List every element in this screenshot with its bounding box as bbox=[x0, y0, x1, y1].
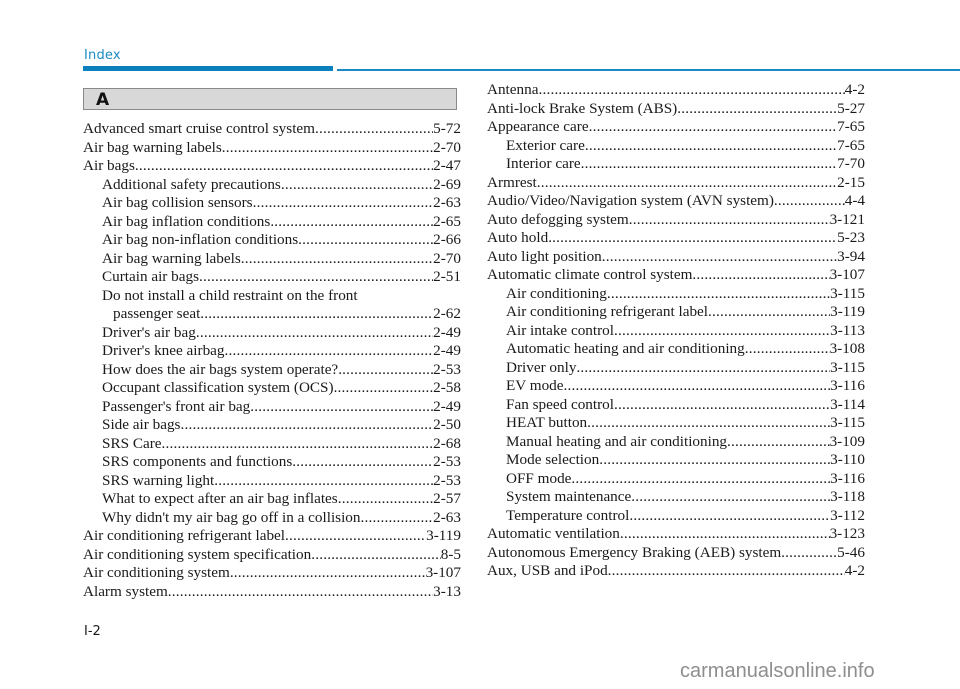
entry-page: 3-119 bbox=[830, 303, 865, 320]
index-entry[interactable] bbox=[487, 562, 865, 581]
entry-page: 3-118 bbox=[830, 488, 865, 505]
entry-text: Advanced smart cruise control system bbox=[83, 120, 315, 137]
dot-leader bbox=[241, 250, 433, 269]
dot-leader bbox=[708, 303, 830, 322]
entry-page: 3-119 bbox=[426, 527, 461, 544]
index-title: Index bbox=[84, 48, 121, 63]
entry-text: Automatic heating and air conditioning bbox=[506, 340, 745, 357]
entry-text: Auto defogging system bbox=[487, 210, 629, 228]
entry-text: Air conditioning system specification bbox=[83, 545, 312, 563]
entry-page: 2-15 bbox=[837, 173, 865, 191]
index-entry[interactable] bbox=[83, 139, 461, 158]
dot-leader bbox=[571, 470, 830, 489]
index-entry[interactable] bbox=[83, 490, 461, 509]
entry-text: System maintenance bbox=[506, 488, 632, 505]
dot-leader bbox=[292, 453, 433, 472]
entry-text: Audio/Video/Navigation system (AVN system) bbox=[487, 192, 774, 209]
entry-page: 7-65 bbox=[837, 118, 865, 135]
index-entry[interactable] bbox=[83, 509, 461, 528]
entry-page: 3-109 bbox=[829, 432, 865, 450]
index-entry[interactable] bbox=[83, 231, 461, 250]
index-entry[interactable] bbox=[487, 118, 865, 137]
dot-leader bbox=[538, 81, 844, 100]
index-entry[interactable] bbox=[83, 250, 461, 269]
index-entry[interactable] bbox=[83, 472, 461, 491]
entry-text: What to expect after an air bag inflates bbox=[102, 490, 338, 507]
entry-text: Air bag non-inflation conditions bbox=[102, 231, 299, 248]
dot-leader bbox=[537, 174, 837, 193]
watermark[interactable]: carmanualsonline.info bbox=[680, 660, 875, 682]
entry-text: Passenger's front air bag bbox=[102, 397, 251, 415]
dot-leader bbox=[602, 248, 837, 267]
dot-leader bbox=[587, 414, 830, 433]
index-entry[interactable] bbox=[83, 546, 461, 565]
dot-leader bbox=[199, 268, 433, 287]
dot-leader bbox=[298, 231, 433, 250]
dot-leader bbox=[270, 213, 433, 232]
index-entry[interactable] bbox=[83, 416, 461, 435]
dot-leader bbox=[607, 285, 830, 304]
dot-leader bbox=[311, 546, 441, 565]
entry-text: Air conditioning refrigerant label bbox=[83, 527, 286, 544]
dot-leader bbox=[253, 194, 434, 213]
entry-page: 3-115 bbox=[830, 358, 865, 376]
index-entry[interactable] bbox=[487, 100, 865, 119]
entry-text: Aux, USB and iPod bbox=[487, 562, 608, 579]
entry-text: Alarm system bbox=[83, 582, 168, 600]
index-entry[interactable] bbox=[83, 527, 461, 546]
entry-page: 4-4 bbox=[844, 192, 865, 209]
dot-leader bbox=[315, 120, 433, 139]
index-entry[interactable] bbox=[487, 81, 865, 100]
entry-page: 4-2 bbox=[844, 562, 865, 579]
entry-page: 3-94 bbox=[837, 247, 865, 265]
index-entry[interactable] bbox=[83, 157, 461, 176]
entry-text: Occupant classification system (OCS) bbox=[102, 379, 334, 396]
index-entry[interactable] bbox=[487, 396, 865, 415]
index-entry[interactable] bbox=[487, 229, 865, 248]
entry-text: Autonomous Emergency Braking (AEB) system bbox=[487, 543, 782, 561]
index-entry[interactable] bbox=[487, 192, 865, 211]
entry-page: 3-108 bbox=[829, 340, 865, 357]
index-column-left bbox=[83, 120, 461, 601]
dot-leader bbox=[281, 176, 433, 195]
entry-page: 3-107 bbox=[425, 564, 461, 581]
entry-text: SRS Care bbox=[102, 434, 162, 452]
dot-leader bbox=[162, 435, 434, 454]
dot-leader bbox=[200, 305, 433, 324]
entry-text: Air conditioning system bbox=[83, 564, 230, 581]
entry-text: Automatic climate control system bbox=[487, 266, 693, 283]
entry-text: Armrest bbox=[487, 173, 537, 191]
entry-page: 2-53 bbox=[433, 453, 461, 470]
index-entry[interactable] bbox=[487, 451, 865, 470]
section-letter-box bbox=[83, 88, 457, 110]
index-entry[interactable] bbox=[83, 398, 461, 417]
index-entry[interactable] bbox=[487, 507, 865, 526]
index-entry[interactable] bbox=[83, 324, 461, 343]
index-column-right bbox=[487, 81, 865, 581]
entry-page: 7-65 bbox=[837, 136, 865, 154]
index-entry[interactable] bbox=[487, 211, 865, 230]
dot-leader bbox=[692, 266, 829, 285]
entry-text: Driver's air bag bbox=[102, 323, 196, 341]
dot-leader bbox=[222, 139, 433, 158]
entry-page: 3-114 bbox=[830, 395, 865, 413]
entry-page: 2-68 bbox=[433, 434, 461, 452]
index-entry[interactable] bbox=[487, 525, 865, 544]
entry-text: Driver's knee airbag bbox=[102, 342, 225, 359]
entry-page: 2-65 bbox=[433, 212, 461, 230]
entry-text: Auto hold bbox=[487, 229, 549, 246]
entry-text: Mode selection bbox=[506, 451, 600, 468]
index-entry[interactable] bbox=[487, 266, 865, 285]
dot-leader bbox=[581, 155, 838, 174]
entry-page: 5-23 bbox=[837, 229, 865, 246]
entry-text: How does the air bags system operate? bbox=[102, 360, 339, 378]
index-entry[interactable] bbox=[83, 120, 461, 139]
dot-leader bbox=[180, 416, 433, 435]
entry-text: Air intake control bbox=[506, 321, 614, 339]
index-entry[interactable] bbox=[83, 361, 461, 380]
entry-page: 8-5 bbox=[440, 545, 461, 563]
entry-page: 2-49 bbox=[433, 342, 461, 359]
entry-page: 2-63 bbox=[433, 194, 461, 211]
index-entry[interactable] bbox=[487, 377, 865, 396]
entry-page: 3-115 bbox=[830, 414, 865, 431]
entry-page: 3-115 bbox=[830, 284, 865, 302]
entry-page: 2-53 bbox=[433, 471, 461, 489]
dot-leader bbox=[631, 488, 830, 507]
entry-text: OFF mode bbox=[506, 469, 572, 487]
entry-text: Manual heating and air conditioning bbox=[506, 432, 728, 450]
dot-leader bbox=[620, 525, 830, 544]
dot-leader bbox=[225, 342, 434, 361]
index-entry[interactable] bbox=[487, 248, 865, 267]
entry-page: 2-49 bbox=[433, 323, 461, 341]
entry-page: 7-70 bbox=[837, 155, 865, 172]
entry-text: Interior care bbox=[506, 155, 581, 172]
index-entry[interactable] bbox=[487, 470, 865, 489]
page-number: I-2 bbox=[84, 624, 101, 639]
dot-leader bbox=[230, 564, 426, 583]
index-entry[interactable] bbox=[487, 359, 865, 378]
entry-page: 2-57 bbox=[433, 490, 461, 507]
entry-page: 5-46 bbox=[837, 543, 865, 561]
index-entry[interactable] bbox=[83, 342, 461, 361]
entry-text: Appearance care bbox=[487, 118, 589, 135]
index-entry[interactable] bbox=[83, 453, 461, 472]
dot-leader bbox=[629, 211, 830, 230]
dot-leader bbox=[576, 359, 830, 378]
entry-text: EV mode bbox=[506, 377, 564, 394]
index-entry[interactable] bbox=[487, 174, 865, 193]
entry-page: 3-116 bbox=[830, 469, 865, 487]
entry-text: Side air bags bbox=[102, 416, 181, 433]
dot-leader bbox=[589, 118, 838, 137]
index-entry[interactable] bbox=[487, 544, 865, 563]
dot-leader bbox=[585, 137, 837, 156]
entry-text: Air bag inflation conditions bbox=[102, 212, 271, 230]
entry-page: 2-53 bbox=[433, 360, 461, 378]
header-rule-thick bbox=[83, 66, 333, 71]
dot-leader bbox=[334, 379, 434, 398]
index-entry[interactable] bbox=[83, 379, 461, 398]
dot-leader bbox=[338, 361, 433, 380]
entry-text: SRS warning light bbox=[102, 471, 215, 489]
entry-page: 5-27 bbox=[837, 99, 865, 117]
dot-leader bbox=[564, 377, 831, 396]
dot-leader bbox=[196, 324, 433, 343]
index-entry[interactable] bbox=[83, 194, 461, 213]
dot-leader bbox=[548, 229, 837, 248]
entry-page: 3-116 bbox=[830, 377, 865, 394]
entry-page: 3-121 bbox=[829, 210, 865, 228]
entry-page: 2-51 bbox=[433, 268, 461, 285]
entry-page: 2-70 bbox=[433, 249, 461, 267]
entry-page: 2-70 bbox=[433, 138, 461, 156]
entry-page: 2-63 bbox=[433, 508, 461, 526]
entry-text: Driver only bbox=[506, 358, 577, 376]
index-entry[interactable] bbox=[83, 268, 461, 287]
entry-text: Air bag warning labels bbox=[83, 138, 222, 156]
entry-page: 2-50 bbox=[433, 416, 461, 433]
index-entry[interactable] bbox=[83, 176, 461, 195]
dot-leader bbox=[727, 433, 830, 452]
dot-leader bbox=[745, 340, 830, 359]
entry-text: Additional safety precautions bbox=[102, 175, 281, 193]
dot-leader bbox=[168, 583, 433, 602]
entry-page: 2-69 bbox=[433, 175, 461, 193]
index-entry[interactable] bbox=[487, 488, 865, 507]
index-entry[interactable] bbox=[487, 285, 865, 304]
index-entry[interactable] bbox=[487, 340, 865, 359]
entry-text: SRS components and functions bbox=[102, 453, 293, 470]
entry-page: 5-72 bbox=[433, 120, 461, 137]
entry-text: Fan speed control bbox=[506, 395, 614, 413]
dot-leader bbox=[774, 192, 845, 211]
header-rule-thin bbox=[337, 69, 960, 71]
entry-text: Air conditioning refrigerant label bbox=[506, 303, 709, 320]
index-entry[interactable] bbox=[83, 287, 461, 306]
dot-leader bbox=[614, 322, 830, 341]
entry-text: Air bags bbox=[83, 157, 135, 174]
entry-text: HEAT button bbox=[506, 414, 588, 431]
entry-page: 3-13 bbox=[433, 582, 461, 600]
dot-leader bbox=[629, 507, 830, 526]
dot-leader bbox=[781, 544, 837, 563]
index-entry[interactable] bbox=[83, 564, 461, 583]
entry-text: Why didn't my air bag go off in a collision bbox=[102, 508, 361, 526]
index-entry[interactable] bbox=[487, 322, 865, 341]
index-entry[interactable] bbox=[83, 305, 461, 324]
entry-page: 3-112 bbox=[830, 506, 865, 524]
index-entry[interactable] bbox=[487, 155, 865, 174]
entry-text: Exterior care bbox=[506, 136, 585, 154]
entry-page: 4-2 bbox=[844, 81, 865, 98]
dot-leader bbox=[214, 472, 433, 491]
entry-page: 2-49 bbox=[433, 397, 461, 415]
dot-leader bbox=[614, 396, 830, 415]
index-entry[interactable] bbox=[83, 213, 461, 232]
index-entry[interactable] bbox=[83, 583, 461, 602]
dot-leader bbox=[250, 398, 433, 417]
index-entry[interactable] bbox=[487, 433, 865, 452]
entry-text: Air bag warning labels bbox=[102, 249, 241, 267]
index-entry[interactable] bbox=[487, 414, 865, 433]
index-entry[interactable] bbox=[487, 303, 865, 322]
entry-text: Automatic ventilation bbox=[487, 525, 620, 542]
entry-text: Air conditioning bbox=[506, 284, 607, 302]
dot-leader bbox=[338, 490, 433, 509]
index-entry[interactable] bbox=[83, 435, 461, 454]
dot-leader bbox=[608, 562, 845, 581]
dot-leader bbox=[285, 527, 426, 546]
entry-page: 2-66 bbox=[433, 231, 461, 248]
entry-page: 3-107 bbox=[829, 266, 865, 283]
entry-page: 3-123 bbox=[829, 525, 865, 542]
entry-text: Curtain air bags bbox=[102, 268, 200, 285]
dot-leader bbox=[135, 157, 433, 176]
entry-page: 3-110 bbox=[830, 451, 865, 468]
section-letter: A bbox=[96, 90, 110, 110]
entry-text: passenger seat bbox=[113, 305, 201, 322]
entry-page: 2-58 bbox=[433, 379, 461, 396]
entry-page: 2-47 bbox=[433, 157, 461, 174]
dot-leader bbox=[361, 509, 434, 528]
index-entry[interactable] bbox=[487, 137, 865, 156]
entry-page: 3-113 bbox=[830, 321, 865, 339]
entry-text: Auto light position bbox=[487, 247, 602, 265]
entry-text: Air bag collision sensors bbox=[102, 194, 253, 211]
entry-text: Anti-lock Brake System (ABS) bbox=[487, 99, 678, 117]
entry-text: Temperature control bbox=[506, 506, 630, 524]
entry-text: Antenna bbox=[487, 81, 539, 98]
entry-page: 2-62 bbox=[433, 305, 461, 322]
dot-leader bbox=[599, 451, 830, 470]
entry-text: Do not install a child restraint on the front bbox=[102, 286, 358, 304]
dot-leader bbox=[677, 100, 837, 119]
